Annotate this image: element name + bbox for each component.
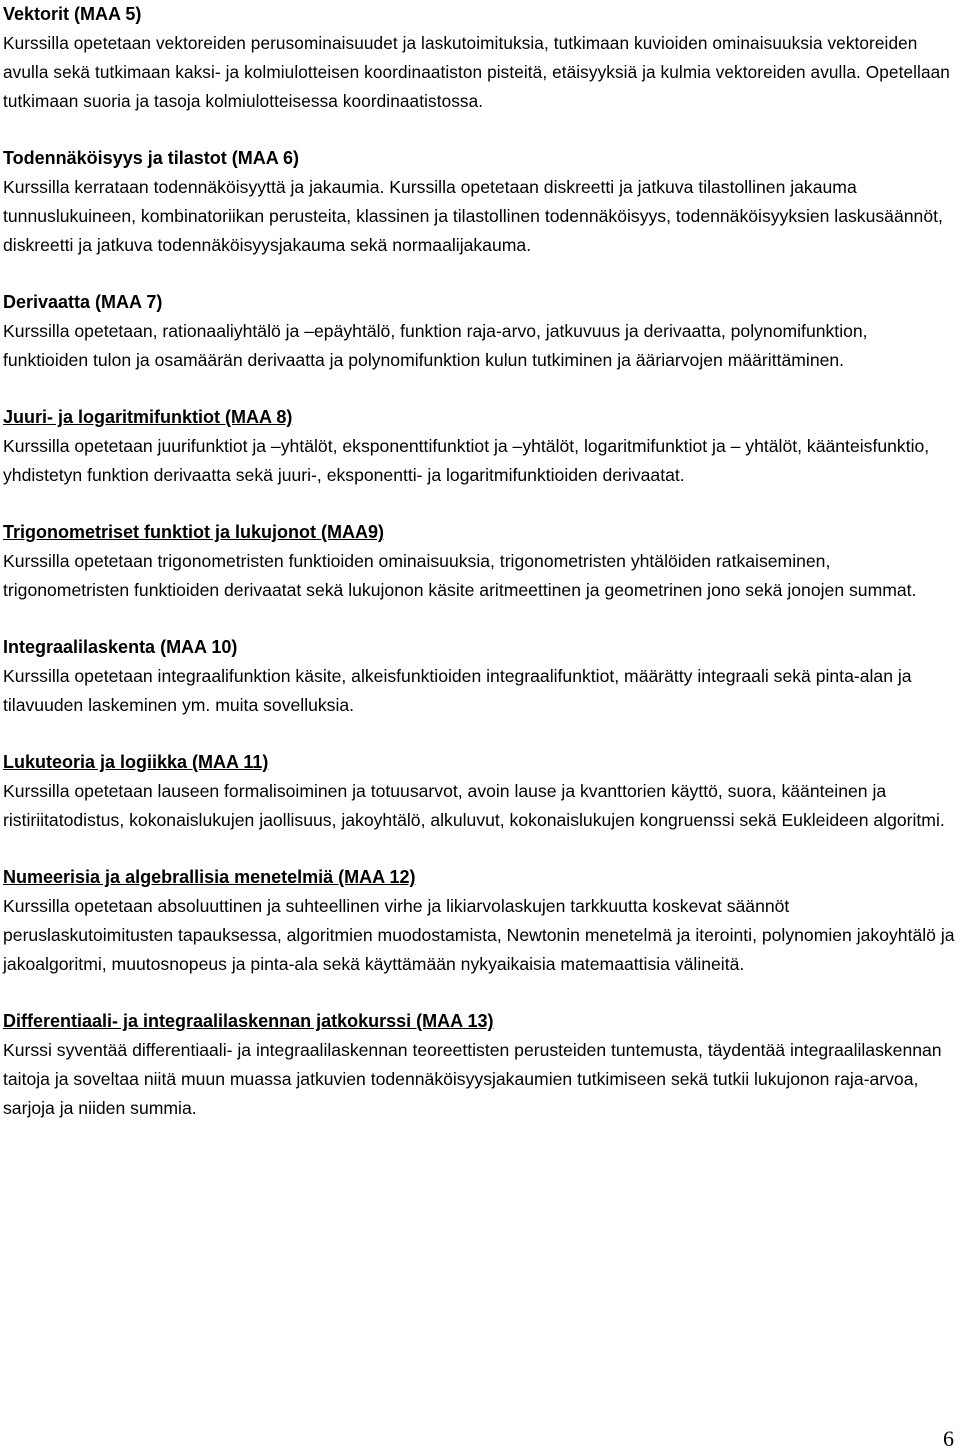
section-body: Kurssilla opetetaan integraalifunktion käsite, alkeisfunktioiden integraalifunktiot, määrätty integraali sekä pinta-alan ja tilavuuden laskeminen ym. muita sovelluksia.	[3, 666, 912, 715]
section-body: Kurssilla opetetaan absoluuttinen ja suhteellinen virhe ja likiarvolaskujen tarkkuutta koskevat säännöt peruslaskutoimitusten tapauksessa, algoritmien muodostamista, Newtonin menetelmä ja iterointi, polynomien jakoyhtälö ja jakoalgoritmi, muutosnopeus ja pinta-ala sekä käyttämään nykyaikaisia matemaattisia välineitä.	[3, 896, 955, 974]
section-body: Kurssilla opetetaan trigonometristen funktioiden ominaisuuksia, trigonometristen yhtälöiden ratkaiseminen, trigonometristen funktioiden derivaatat sekä lukujonon käsite aritmeettinen ja geometrinen jono sekä jonojen summat.	[3, 551, 917, 600]
section-title: Trigonometriset funktiot ja lukujonot (MAA9)	[3, 522, 384, 542]
section-title: Differentiaali- ja integraalilaskennan jatkokurssi (MAA 13)	[3, 1011, 494, 1031]
course-section-maa5	[3, 0, 955, 116]
section-body: Kurssilla opetetaan, rationaaliyhtälö ja –epäyhtälö, funktion raja-arvo, jatkuvuus ja derivaatta, polynomifunktion, funktioiden tulon ja osamäärän derivaatta ja polynomifunktion kulun tutkiminen ja ääriarvojen määrittäminen.	[3, 321, 868, 370]
course-section-maa11	[3, 748, 955, 835]
section-title: Todennäköisyys ja tilastot (MAA 6)	[3, 148, 300, 168]
course-section-maa8	[3, 403, 955, 490]
section-title: Juuri- ja logaritmifunktiot (MAA 8)	[3, 407, 293, 427]
section-title: Vektorit (MAA 5)	[3, 4, 142, 24]
course-section-maa13	[3, 1007, 955, 1123]
section-body: Kurssilla opetetaan vektoreiden perusominaisuudet ja laskutoimituksia, tutkimaan kuvioiden ominaisuuksia vektoreiden avulla sekä tutkimaan kaksi- ja kolmiulotteisen koordinaatiston pisteitä, etäisyyksiä ja kulmia vektoreiden avulla. Opetellaan tutkimaan suoria ja tasoja kolmiulotteisessa koordinaatistossa.	[3, 33, 950, 111]
course-section-maa9	[3, 518, 955, 605]
section-title: Lukuteoria ja logiikka (MAA 11)	[3, 752, 269, 772]
course-section-maa7	[3, 288, 955, 375]
document-page	[3, 0, 955, 1151]
section-body: Kurssilla kerrataan todennäköisyyttä ja jakaumia. Kurssilla opetetaan diskreetti ja jatkuva tilastollinen jakauma tunnuslukuineen, kombinatoriikan perusteita, klassinen ja tilastollinen todennäköisyys, todennäköisyyksien laskusäännöt, diskreetti ja jatkuva todennäköisyysjakauma sekä normaalijakauma.	[3, 177, 943, 255]
section-body: Kurssilla opetetaan juurifunktiot ja –yhtälöt, eksponenttifunktiot ja –yhtälöt, logaritmifunktiot ja – yhtälöt, käänteisfunktio, yhdistetyn funktion derivaatta sekä juuri-, eksponentti- ja logaritmifunktioiden derivaatat.	[3, 436, 930, 485]
course-section-maa6	[3, 144, 955, 260]
section-body: Kurssilla opetetaan lauseen formalisoiminen ja totuusarvot, avoin lause ja kvanttorien käyttö, suora, käänteinen ja ristiriitatodistus, kokonaislukujen jaollisuus, jakoyhtälö, alkuluvut, kokonaislukujen kongruenssi sekä Eukleideen algoritmi.	[3, 781, 945, 830]
section-body: Kurssi syventää differentiaali- ja integraalilaskennan teoreettisten perusteiden tuntemusta, täydentää integraalilaskennan taitoja ja soveltaa niitä muun muassa jatkuvien todennäköisyysjakaumien tutkimiseen sekä tutkii lukujonon raja-arvoa, sarjoja ja niiden summia.	[3, 1040, 942, 1118]
section-title: Derivaatta (MAA 7)	[3, 292, 163, 312]
course-section-maa12	[3, 863, 955, 979]
course-section-maa10	[3, 633, 955, 720]
page-number: 6	[943, 1426, 954, 1451]
section-title: Integraalilaskenta (MAA 10)	[3, 637, 238, 657]
section-title: Numeerisia ja algebrallisia menetelmiä (MAA 12)	[3, 867, 416, 887]
